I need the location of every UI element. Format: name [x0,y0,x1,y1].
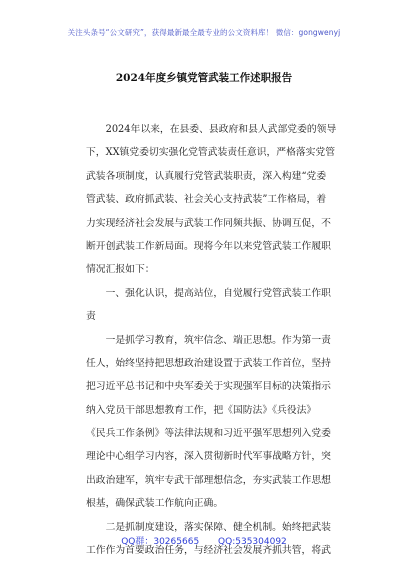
document-body [86,118,346,562]
body-line: 根基，确保武装工作航向正确。 [86,498,224,510]
body-line: 下，XX镇党委切实强化党管武装责任意识，严格落实党管 [86,147,336,159]
body-line: 工作作为首要政治任务，与经济社会发展齐抓共管，将武 [86,545,331,557]
body-line: 一是抓学习教育，筑牢信念、端正思想。作为第一责 [86,334,331,346]
body-line: 管武装、政府抓武装、社会关心支持武装”工作格局，着 [86,194,327,206]
body-line: 出政治建军，筑牢专武干部理想信念，夯实武装工作思想 [86,474,331,486]
body-line: 2024年以来，在县委、县政府和县人武部党委的领导 [86,124,337,135]
section-heading: 责 [86,311,96,323]
section-heading: 一、强化认识，提高站位，自觉履行党管武装工作职 [86,287,331,299]
footer-qq-number: QQ:535304092 [218,537,287,547]
document-title: 2024年度乡镇党管武装工作述职报告 [115,72,293,84]
body-line: 二是抓制度建设，落实保障、健全机制。始终把武装 [86,521,331,533]
body-line: 任人，始终坚持把思想政治建设置于武装工作首位，坚持 [86,357,331,369]
body-line: 武装各项制度，认真履行党管武装职责，深入构建“党委 [86,170,327,182]
body-line: 《民兵工作条例》等法律法规和习近平强军思想列入党委 [86,428,331,440]
body-line: 理论中心组学习内容，深入贯彻新时代军事战略方针，突 [86,451,331,463]
body-line: 纳入党员干部思想教育工作，把《国防法》《兵役法》 [86,404,317,416]
footer-qq-group: QQ群：30265665 [121,537,200,547]
body-line: 把习近平总书记和中央军委关于实现强军目标的决策指示 [86,381,331,393]
body-line: 断开创武装工作新局面。现将今年以来党管武装工作履职 [86,240,331,252]
body-line: 情况汇报如下： [86,264,155,276]
footer-contact [0,534,408,547]
header-note: 关注头条号“公文研究”，获得最新最全最专业的公文资料库！ 微信：gongwenyj [67,28,341,37]
body-line: 力实现经济社会发展与武装工作同频共振、协调互促，不 [86,217,331,229]
